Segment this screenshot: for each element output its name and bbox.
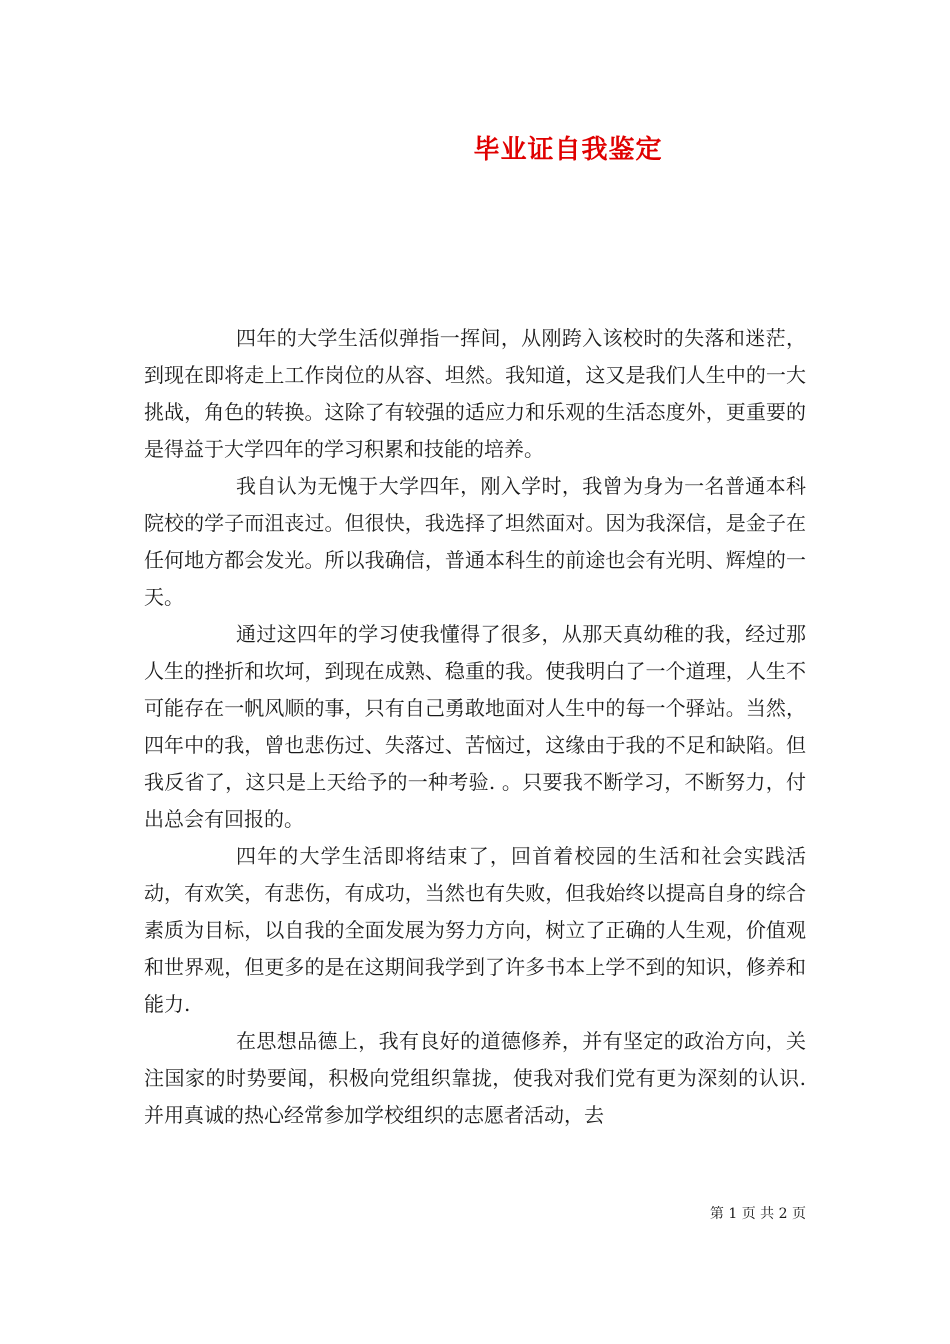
document-title: 毕业证自我鉴定 [473,135,663,165]
paragraph: 四年的大学生活似弹指一挥间，从刚跨入该校时的失落和迷茫，到现在即将走上工作岗位的从容、坦然。我知道，这又是我们人生中的一大挑战，角色的转换。这除了有较强的适应力和乐观的生活态度外，更重要的是得益于大学四年的学习积累和技能的培养。 [144,326,806,461]
paragraph: 在思想品德上，我有良好的道德修养，并有坚定的政治方向，关注国家的时势要闻，积极向党组织靠拢，使我对我们党有更为深刻的认识. 并用真诚的热心经常参加学校组织的志愿者活动，去 [144,1029,806,1127]
paragraph: 四年的大学生活即将结束了，回首着校园的生活和社会实践活动，有欢笑，有悲伤，有成功，当然也有失败，但我始终以提高自身的综合素质为目标，以自我的全面发展为努力方向，树立了正确的人生观，价值观和世界观，但更多的是在这期间我学到了许多书本上学不到的知识，修养和能力. [144,844,806,1016]
paragraph: 通过这四年的学习使我懂得了很多，从那天真幼稚的我，经过那人生的挫折和坎坷，到现在成熟、稳重的我。使我明白了一个道理，人生不可能存在一帆风顺的事，只有自己勇敢地面对人生中的每一个驿站。当然，四年中的我，曾也悲伤过、失落过、苦恼过，这缘由于我的不足和缺陷。但我反省了，这只是上天给予的一种考验. 。只要我不断学习，不断努力，付出总会有回报的。 [144,622,806,831]
page-number-footer: 第 1 页 共 2 页 [709,1206,806,1222]
document-body [144,320,806,1134]
paragraph: 我自认为无愧于大学四年，刚入学时，我曾为身为一名普通本科院校的学子而沮丧过。但很快，我选择了坦然面对。因为我深信，是金子在任何地方都会发光。所以我确信，普通本科生的前途也会有光明、辉煌的一天。 [144,474,806,609]
